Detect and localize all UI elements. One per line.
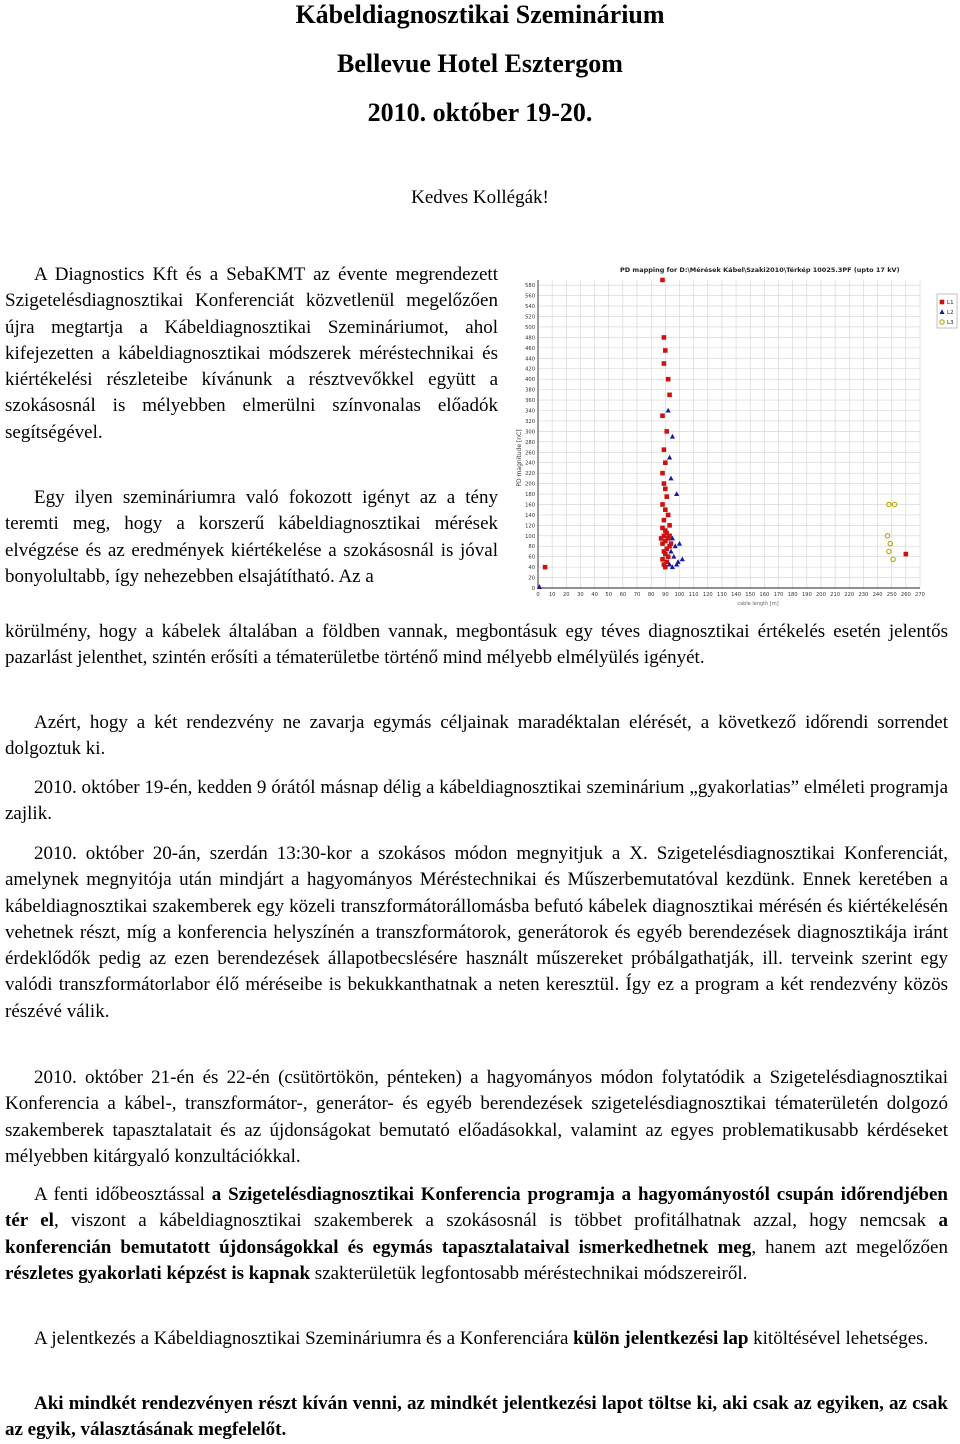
x-tick-label: 130 [716, 592, 727, 598]
data-point-l1 [662, 481, 667, 486]
data-point-l2 [668, 476, 673, 481]
y-tick-label: 520 [525, 314, 535, 321]
y-tick-label: 560 [525, 293, 535, 300]
data-point-l2 [671, 554, 676, 559]
chart-title: PD mapping for D:\Mérések Kábel\Szaki2010\Térkép 10025.3PF (upto 17 kV) [620, 266, 900, 274]
data-point-l2 [670, 434, 675, 439]
data-point-l2 [677, 541, 682, 546]
y-tick-label: 80 [528, 544, 535, 551]
x-tick-label: 30 [577, 592, 584, 598]
data-point-l1 [660, 502, 665, 507]
paragraph-schedule-intro: Azért, hogy a két rendezvény ne zavarja egymás céljainak maradéktalan elérését, a következő időrendi sorrendet dolgoztuk ki. [5, 712, 948, 760]
y-tick-label: 0 [531, 586, 535, 592]
chart-x-ticks [536, 592, 925, 598]
data-point-l1 [660, 471, 665, 476]
data-point-l1 [667, 533, 672, 538]
x-tick-label: 50 [605, 592, 613, 598]
y-tick-label: 400 [525, 377, 535, 384]
data-point-l1 [666, 513, 671, 518]
data-point-l3 [887, 549, 891, 553]
y-tick-label: 440 [525, 356, 535, 363]
y-tick-label: 120 [525, 523, 535, 530]
data-point-l2 [667, 455, 672, 460]
x-tick-label: 150 [745, 592, 756, 598]
data-point-l1 [666, 377, 671, 382]
data-point-l1 [660, 278, 665, 283]
y-tick-label: 480 [525, 335, 535, 342]
y-tick-label: 360 [525, 398, 535, 405]
chart-grid [538, 280, 920, 588]
x-tick-label: 0 [536, 592, 540, 598]
y-tick-label: 180 [525, 492, 535, 499]
x-tick-label: 160 [759, 592, 770, 598]
data-point-l1 [663, 507, 668, 512]
x-tick-label: 70 [633, 592, 641, 598]
x-tick-label: 80 [647, 592, 655, 598]
data-point-l1 [660, 557, 665, 562]
y-tick-label: 380 [525, 387, 535, 394]
venue-title: Bellevue Hotel Esztergom [337, 49, 623, 78]
x-tick-label: 10 [548, 592, 556, 598]
text-span: , hanem azt megelőzően [751, 1236, 948, 1258]
y-tick-label: 240 [525, 460, 535, 467]
text-span: szakterületük legfontosabb méréstechnikai módszereiről. [310, 1262, 748, 1284]
data-point-l1 [664, 429, 669, 434]
legend-marker-l1 [940, 300, 945, 305]
chart-legend [937, 294, 957, 328]
y-tick-label: 340 [525, 408, 535, 415]
text-span: kitöltésével lehetséges. [748, 1328, 929, 1349]
data-point-l1 [663, 565, 668, 570]
bold-span: külön jelentkezési lap [573, 1328, 749, 1349]
data-point-l1 [543, 565, 548, 570]
y-tick-label: 160 [525, 502, 535, 509]
chart-points [537, 278, 908, 589]
y-tick-label: 140 [525, 512, 535, 519]
x-tick-label: 90 [662, 592, 669, 598]
paragraph-oct19: 2010. október 19-én, kedden 9 órától másnap délig a kábeldiagnosztikai szeminárium „gyakorlatias” elméleti programja zajlik. [5, 777, 948, 825]
data-point-l1 [904, 552, 909, 557]
greeting: Kedves Kollégák! [411, 187, 549, 208]
y-tick-label: 200 [525, 481, 535, 488]
data-point-l1 [666, 554, 671, 559]
date-title: 2010. október 19-20. [367, 98, 593, 127]
legend-label: L3 [947, 320, 954, 326]
data-point-l1 [659, 536, 664, 541]
data-point-l1 [667, 523, 672, 528]
chart-y-axis-label: PD magnitude [nC] [516, 429, 523, 487]
paragraph-oct21-22: 2010. október 21-én és 22-én (csütörtökön, pénteken) a hagyományos módon folytatódik a Szigetelésdiagnosztikai Konferencia a kábel-, transzformátor-, generátor- és egyéb berendezések szigetelésdiagnosztikai tématerületén dolgozó szakemberek tapasztalatait és az újdonságokat bemutató előadásokkal, valamint az egyes problematikusabb kérdéseket mélyebben kitárgyaló konzultációkkal. [5, 1067, 948, 1167]
x-tick-label: 210 [830, 592, 841, 598]
data-point-l2 [666, 408, 671, 413]
y-tick-label: 20 [528, 575, 535, 582]
x-tick-label: 120 [702, 592, 713, 598]
x-tick-label: 20 [562, 592, 570, 598]
y-tick-label: 420 [525, 366, 535, 373]
paragraph-demand: Egy ilyen szemináriumra való fokozott igényt az a tény teremti meg, hogy a korszerű kábeldiagnosztikai mérések elvégzése és az eredmények kiértékelése a szokásosnál is jóval bonyolultabb, így nehezebben elsajátítható. Az a [5, 487, 498, 587]
x-tick-label: 230 [858, 592, 869, 598]
chart-x-axis-label: cable length [m] [737, 601, 779, 607]
x-tick-label: 170 [773, 592, 784, 598]
data-point-l2 [674, 491, 679, 496]
data-point-l1 [663, 348, 668, 353]
pd-mapping-chart [508, 258, 960, 610]
x-tick-label: 200 [816, 592, 826, 598]
text-span: , viszont a kábeldiagnosztikai szakemberek a szokásosnál is többet profitálhatnak azzal, hogy nemcsak [53, 1210, 939, 1232]
x-tick-label: 220 [844, 592, 855, 598]
x-tick-label: 140 [731, 592, 742, 598]
y-tick-label: 320 [525, 418, 535, 425]
x-tick-label: 100 [674, 592, 685, 598]
data-point-l1 [663, 487, 668, 492]
text-span: A jelentkezés a Kábeldiagnosztikai Szemináriumra és a Konferenciára [34, 1328, 574, 1349]
data-point-l1 [662, 361, 667, 366]
legend-label: L1 [947, 300, 954, 306]
x-tick-label: 240 [872, 592, 883, 598]
y-tick-label: 300 [525, 429, 535, 436]
x-tick-label: 60 [619, 592, 627, 598]
y-tick-label: 280 [525, 439, 535, 446]
legend-label: L2 [947, 310, 954, 316]
x-tick-label: 260 [900, 592, 911, 598]
data-point-l1 [664, 494, 669, 499]
paragraph-intro: A Diagnostics Kft és a SebaKMT az évente megrendezett Szigetelésdiagnosztikai Konferenciát közvetlenül megelőzően újra megtartja a Kábeldiagnosztikai Szemináriumot, ahol kifejezetten a kábeldiagnosztikai módszerek méréstechnikai és kiértékelési részleteibe kívánunk a résztvevőkkel együtt a szokásosnál is mélyebben elmerülni színvonalas előadók segítségével. [5, 264, 498, 443]
bold-span: a konferencián bemutatott újdonságokkal és egymás tapasztalataival ismerkedhetnek meg [5, 1210, 948, 1258]
x-tick-label: 190 [801, 592, 812, 598]
data-point-l1 [667, 393, 672, 398]
y-tick-label: 540 [525, 304, 535, 311]
y-tick-label: 100 [525, 533, 535, 540]
x-tick-label: 110 [688, 592, 699, 598]
y-tick-label: 260 [525, 450, 535, 457]
paragraph-registration [5, 1326, 948, 1352]
y-tick-label: 220 [525, 471, 535, 478]
data-point-l1 [660, 413, 665, 418]
x-tick-label: 250 [886, 592, 897, 598]
paragraph-both-events: Aki mindkét rendezvényen részt kíván venni, az mindkét jelentkezési lapot töltse ki, aki csak az egyiken, az csak az egyik, választásának megfelelőt. [5, 1393, 948, 1441]
x-tick-label: 180 [787, 592, 798, 598]
y-tick-label: 60 [528, 554, 535, 561]
paragraph-oct20: 2010. október 20-án, szerdán 13:30-kor a szokásos módon megnyitjuk a X. Szigetelésdiagnosztikai Konferenciát, amelynek megnyitója után mindjárt a hagyományos Méréstechnikai és Műszerbemutatóval kezdünk. Ennek keretében a kábeldiagnosztikai szakemberek egy közeli transzformátorállomásba befutó kábelek diagnosztikai mérésén és kiértékelésén vehetnek részt, míg a konferencia helyszínén a transzformátorok, generátorok és egyéb berendezések diagnosztikája iránt érdeklődők pedig az ezen berendezések állapotbecslésére használt műszereket próbálgathatják, ill. terveink szerint egy valódi transzformátorlabor élő méréseibe is bekukkanthatnak a neten keresztül. Így ez a program a két rendezvény közös részévé válik. [5, 843, 948, 1022]
y-tick-label: 580 [525, 283, 535, 290]
data-point-l2 [673, 543, 678, 548]
data-point-l1 [660, 541, 665, 546]
data-point-l2 [680, 556, 685, 561]
data-point-l1 [662, 335, 667, 340]
paragraph-benefits [5, 1182, 948, 1287]
y-tick-label: 40 [528, 565, 535, 572]
text-span: A fenti időbeosztással [34, 1184, 212, 1205]
chart-y-ticks [525, 283, 535, 592]
data-point-l1 [669, 541, 674, 546]
data-point-l1 [662, 518, 667, 523]
paragraph-demand-continued: körülmény, hogy a kábelek általában a földben vannak, megbontásuk egy téves diagnosztikai értékelés esetén jelentős pazarlást jelenthet, szintén erősíti a tématerületbe történő mind mélyebb elmélyülés igényét. [5, 621, 948, 669]
y-tick-label: 500 [525, 324, 535, 331]
bold-span: részletes gyakorlati képzést is kapnak [5, 1262, 311, 1284]
x-tick-label: 40 [591, 592, 598, 598]
x-tick-label: 270 [915, 592, 925, 598]
data-point-l2 [668, 549, 673, 554]
data-point-l1 [662, 447, 667, 452]
data-point-l1 [663, 460, 668, 465]
document-title: Kábeldiagnosztikai Szeminárium [295, 0, 665, 29]
y-tick-label: 460 [525, 345, 535, 352]
bold-span: a Szigetelésdiagnosztikai Konferencia programja a hagyományostól csupán időrendjében tér el [5, 1184, 948, 1232]
